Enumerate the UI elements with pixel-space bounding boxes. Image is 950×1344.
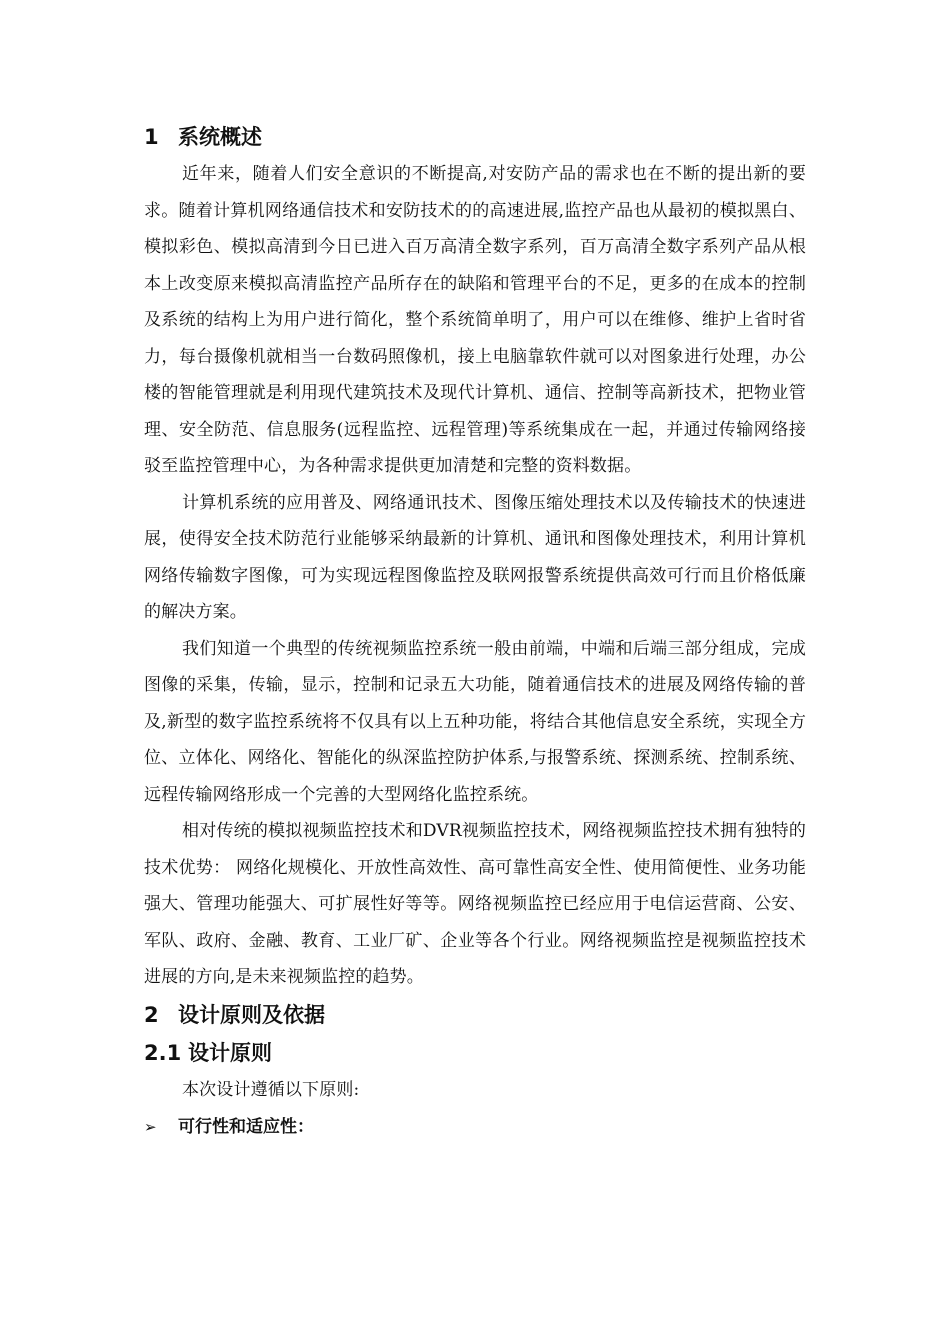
section-2-number: 2 <box>144 1002 159 1027</box>
bullet-item <box>144 1108 806 1146</box>
section-2-heading <box>144 996 806 1034</box>
section-1-paragraph-1: 近年来，随着人们安全意识的不断提高,对安防产品的需求也在不断的提出新的要求。随着计算机网络通信技术和安防技术的的高速进展,监控产品也从最初的模拟黑白、模拟彩色、模拟高清到今日已进入百万高清全数字系列，百万高清全数字系列产品从根本上改变原来模拟高清监控产品所存在的缺陷和管理平台的不足，更多的在成本的控制及系统的结构上为用户进行简化，整个系统简单明了，用户可以在维修、维护上省时省力，每台摄像机就相当一台数码照像机，接上电脑靠软件就可以对图象进行处理，办公楼的智能管理就是利用现代建筑技术及现代计算机、通信、控制等高新技术，把物业管理、安全防范、信息服务(远程监控、远程管理)等系统集成在一起，并通过传输网络接驳至监控管理中心，为各种需求提供更加清楚和完整的资料数据。 <box>144 164 806 476</box>
section-2-1-heading <box>144 1034 806 1072</box>
section-2-1-title: 设计原则 <box>188 1040 272 1065</box>
section-1-paragraph-2: 计算机系统的应用普及、网络通讯技术、图像压缩处理技术以及传输技术的快速进展，使得安全技术防范行业能够采纳最新的计算机、通讯和图像处理技术，利用计算机网络传输数字图像，可为实现远程图像监控及联网报警系统提供高效可行而且价格低廉的解决方案。 <box>144 492 806 622</box>
section-1-heading <box>144 118 806 156</box>
arrow-bullet-icon: ➢ <box>144 1118 157 1136</box>
section-1-paragraph-4: 相对传统的模拟视频监控技术和DVR视频监控技术，网络视频监控技术拥有独特的技术优势： 网络化规模化、开放性高效性、高可靠性高安全性、使用简便性、业务功能强大、管理功能强大、可扩展性好等等。网络视频监控已经应用于电信运营商、公安、军队、政府、金融、教育、工业厂矿、企业等各个行业。网络视频监控是视频监控技术进展的方向,是未来视频监控的趋势。 <box>144 821 806 987</box>
section-2-1-number: 2.1 <box>144 1040 182 1065</box>
section-2-title: 设计原则及依据 <box>178 1002 325 1027</box>
bullet-item-text: 可行性和适应性： <box>178 1117 314 1137</box>
section-2-1-intro: 本次设计遵循以下原则: <box>182 1079 360 1100</box>
document-body <box>144 118 806 1146</box>
section-1-paragraph-3: 我们知道一个典型的传统视频监控系统一般由前端，中端和后端三部分组成，完成图像的采集，传输，显示，控制和记录五大功能，随着通信技术的进展及网络传输的普及,新型的数字监控系统将不仅具有以上五种功能，将结合其他信息安全系统，实现全方位、立体化、网络化、智能化的纵深监控防护体系,与报警系统、探测系统、控制系统、远程传输网络形成一个完善的大型网络化监控系统。 <box>144 638 806 805</box>
section-1-number: 1 <box>144 125 159 149</box>
section-1-title: 系统概述 <box>178 125 262 149</box>
